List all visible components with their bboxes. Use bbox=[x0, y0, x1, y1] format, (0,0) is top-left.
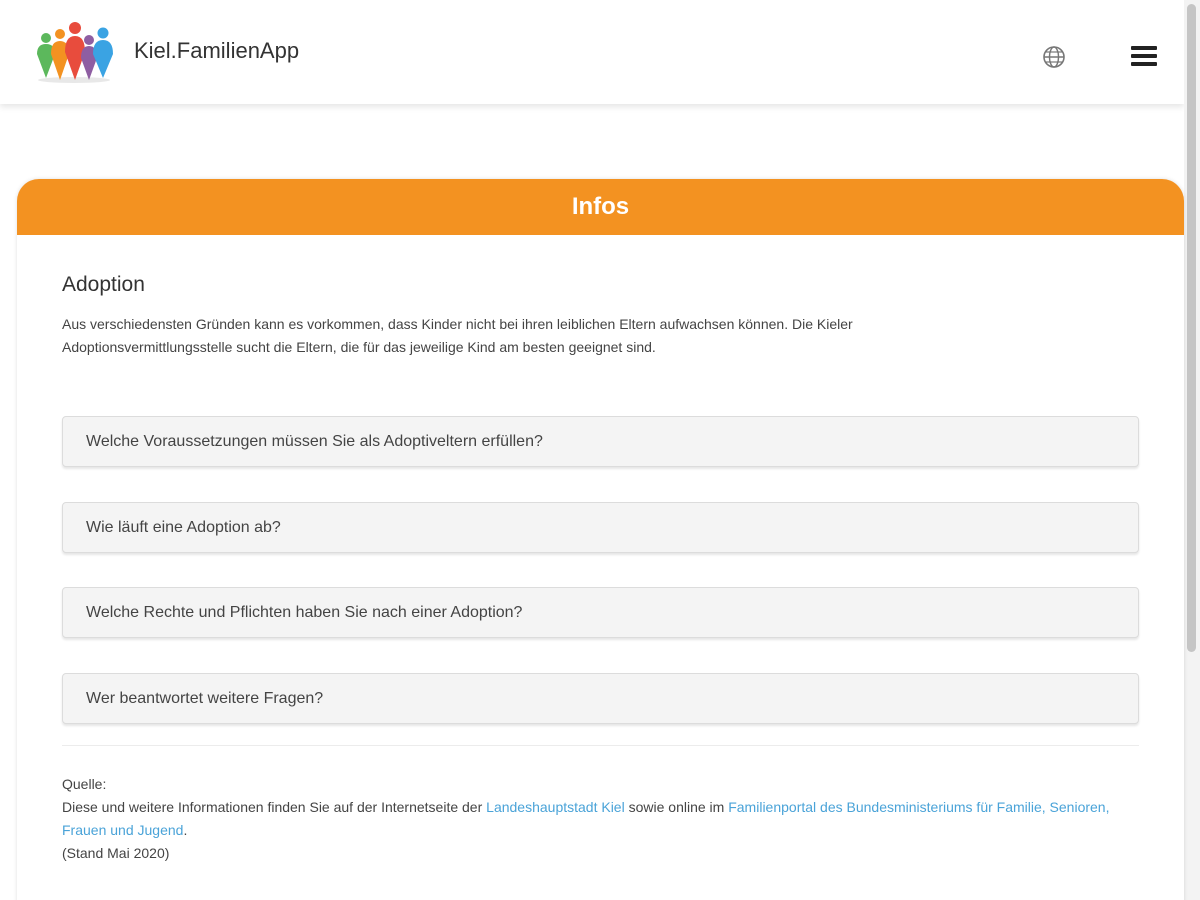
card-title: Infos bbox=[571, 193, 630, 220]
source-text-middle: sowie online im bbox=[624, 799, 729, 815]
app-logo[interactable] bbox=[34, 22, 116, 84]
source-text-before: Diese und weitere Informationen finden Sie auf der Internetseite der bbox=[62, 799, 487, 815]
source-block bbox=[62, 773, 1142, 865]
section-title: Adoption bbox=[62, 273, 145, 296]
info-card bbox=[17, 179, 1184, 900]
scrollbar-thumb[interactable] bbox=[1187, 4, 1196, 652]
menu-bar bbox=[1131, 54, 1157, 58]
menu-bar bbox=[1131, 46, 1157, 50]
intro-text: Aus verschiedensten Gründen kann es vorkommen, dass Kinder nicht bei ihren leiblichen Eltern aufwachsen können. Die Kieler Adoptionsvermittlungsstelle sucht die Eltern, die für das jeweilige Kind am besten geeignet sind. bbox=[62, 316, 853, 355]
accordion-label: Welche Rechte und Pflichten haben Sie nach einer Adoption? bbox=[86, 603, 523, 621]
card-header bbox=[17, 179, 1184, 235]
accordion-label: Wie läuft eine Adoption ab? bbox=[86, 518, 281, 536]
accordion-label: Welche Voraussetzungen müssen Sie als Adoptiveltern erfüllen? bbox=[86, 432, 543, 450]
divider bbox=[62, 745, 1139, 746]
link-familienportal[interactable]: Familienportal des Bundesministeriums für Familie, Senioren, Frauen und Jugend bbox=[62, 799, 1110, 838]
accordion-item-weitere-fragen[interactable] bbox=[62, 673, 1139, 724]
globe-icon[interactable] bbox=[1041, 44, 1067, 70]
accordion-label: Wer beantwortet weitere Fragen? bbox=[86, 689, 324, 707]
accordion-item-voraussetzungen[interactable] bbox=[62, 416, 1139, 467]
source-date: (Stand Mai 2020) bbox=[62, 845, 170, 861]
source-label: Quelle: bbox=[62, 776, 107, 792]
app-title: Kiel.FamilienApp bbox=[134, 38, 300, 63]
hamburger-menu-icon[interactable] bbox=[1131, 44, 1157, 68]
accordion-item-rechte-pflichten[interactable] bbox=[62, 587, 1139, 638]
source-text-after: . bbox=[183, 822, 188, 838]
accordion-item-ablauf[interactable] bbox=[62, 502, 1139, 553]
menu-bar bbox=[1131, 62, 1157, 66]
app-header bbox=[0, 0, 1184, 104]
source-text bbox=[62, 796, 1142, 842]
link-landeshauptstadt-kiel[interactable]: Landeshauptstadt Kiel bbox=[486, 799, 625, 815]
